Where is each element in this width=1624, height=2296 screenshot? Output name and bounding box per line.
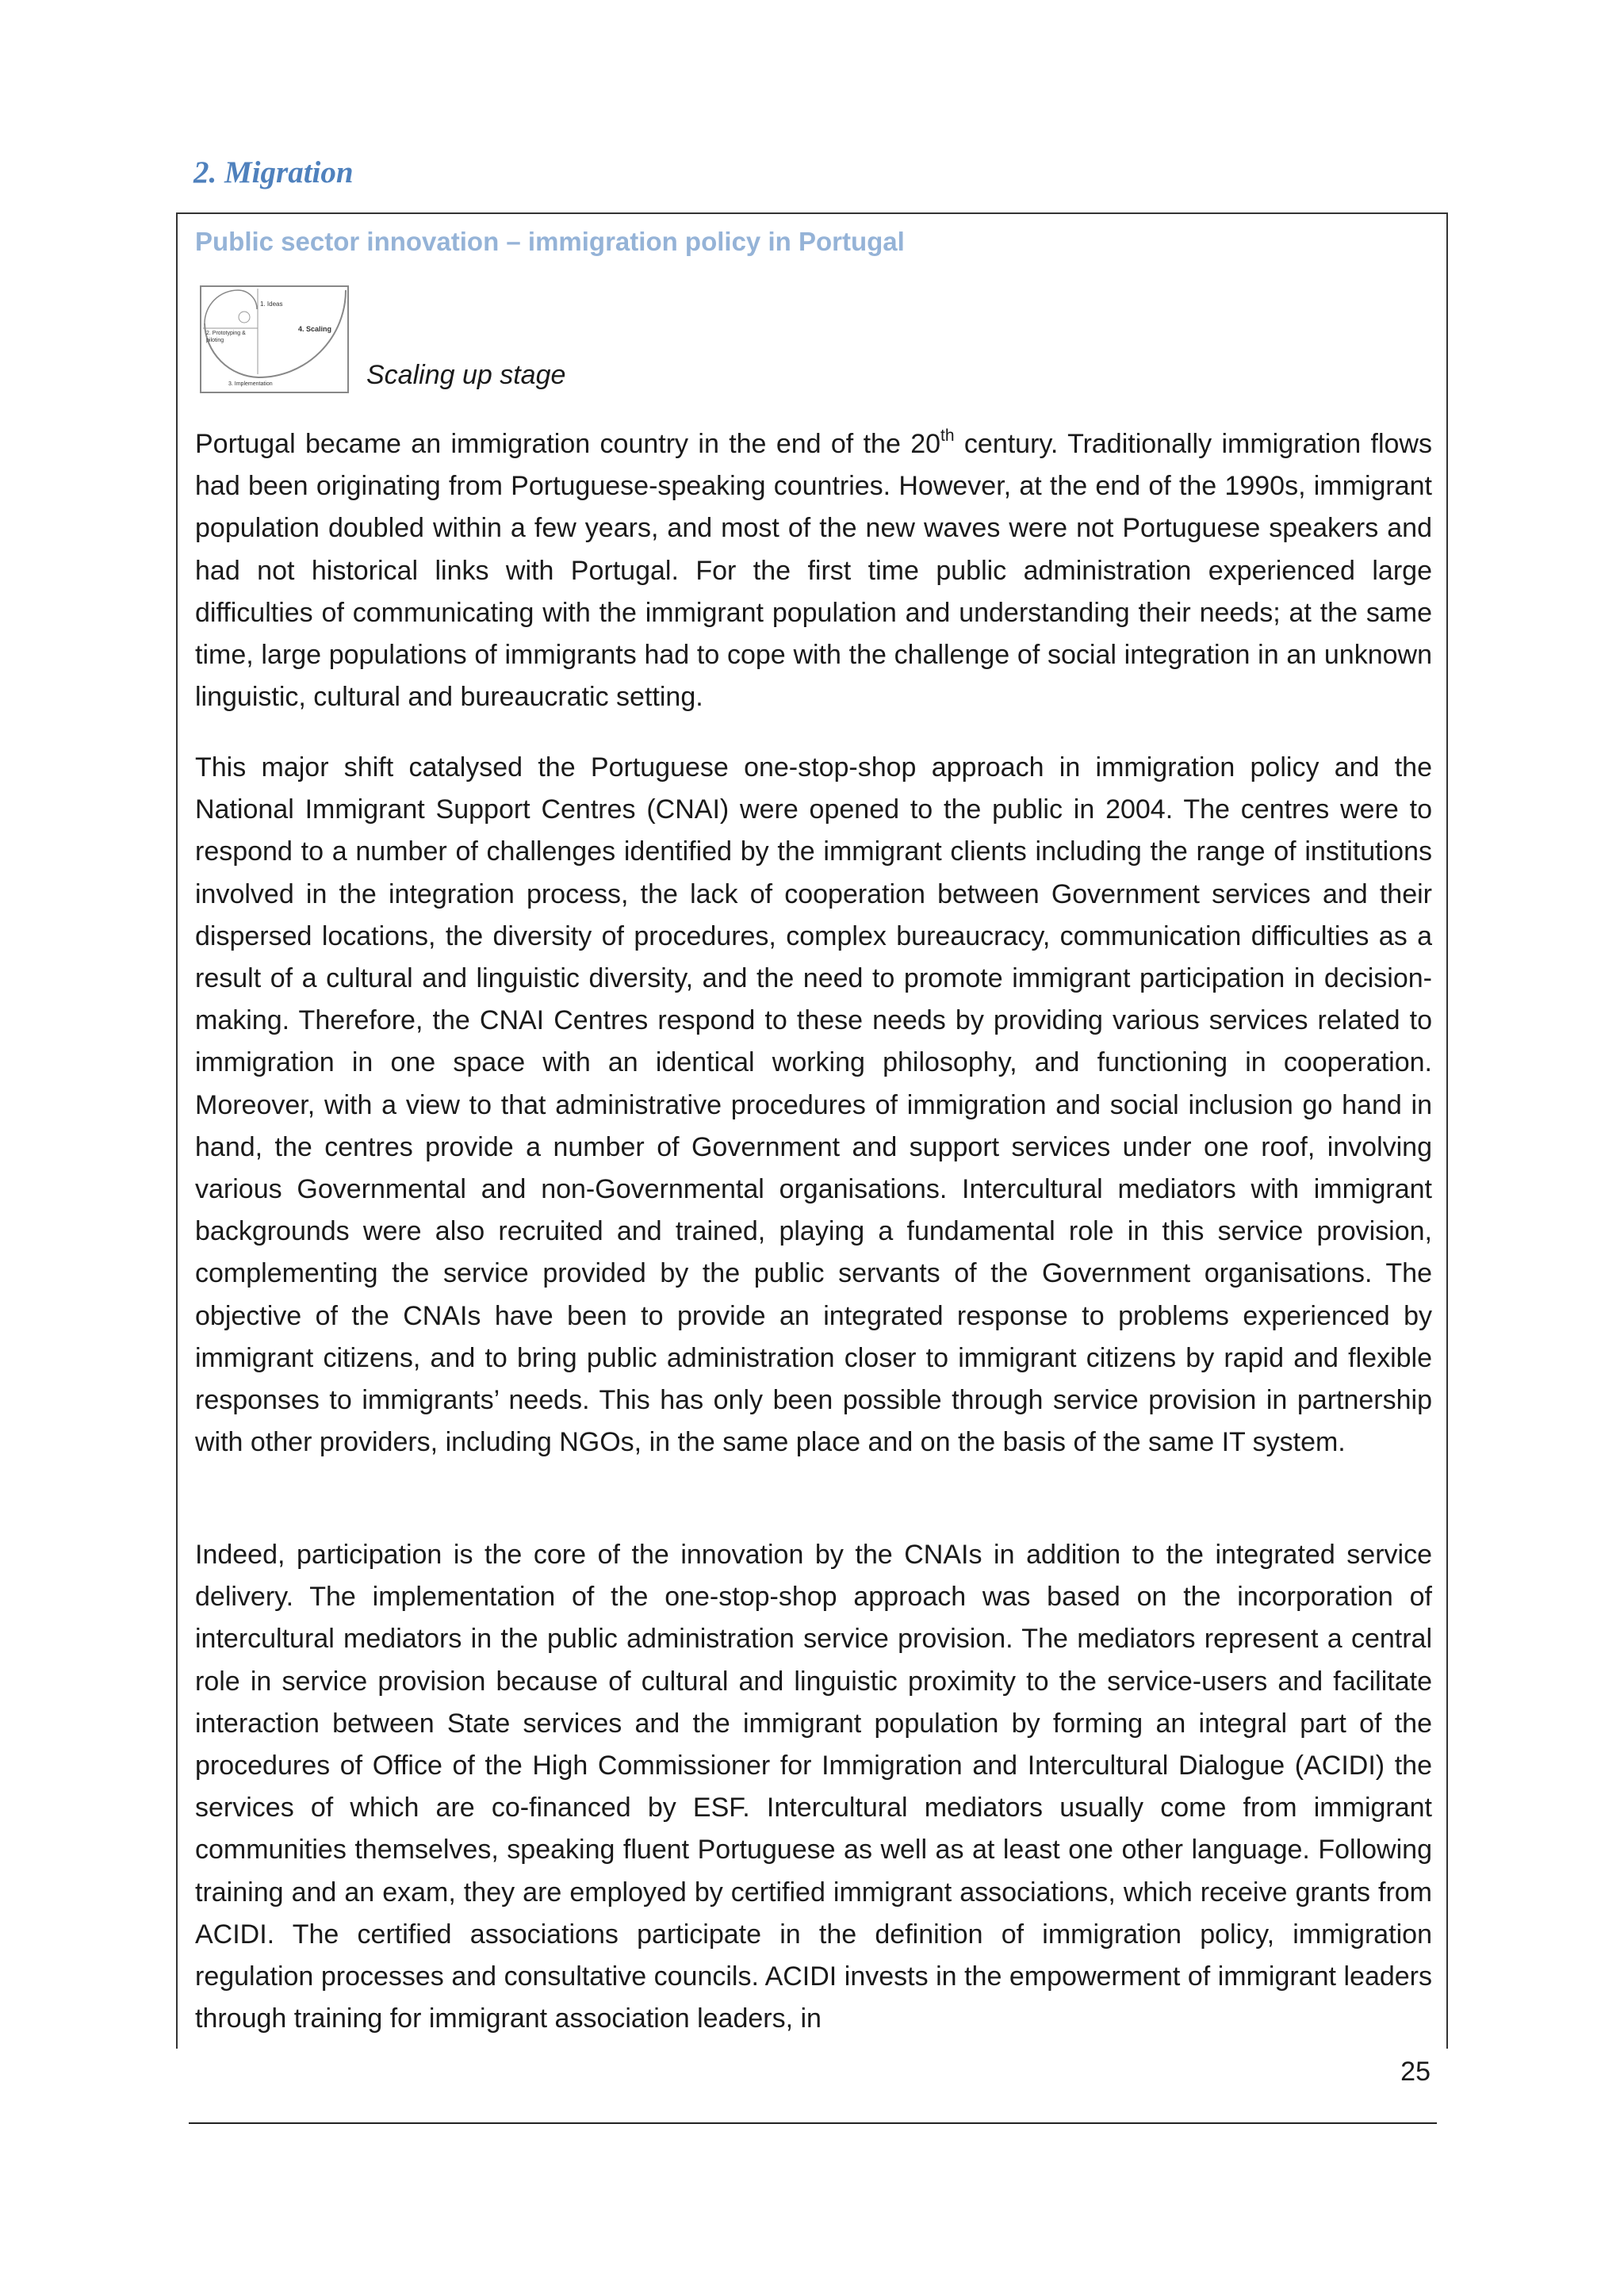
page-number: 25 xyxy=(1400,2057,1431,2087)
innovation-stage-diagram xyxy=(200,285,349,393)
diagram-label-scaling: 4. Scaling xyxy=(298,325,332,333)
stage-label: Scaling up stage xyxy=(366,360,566,390)
section-heading: 2. Migration xyxy=(193,155,354,189)
diagram-label-prototyping: 2. Prototyping & xyxy=(206,331,246,336)
ordinal-superscript: th xyxy=(940,427,955,445)
stage-indicator xyxy=(200,285,755,396)
paragraph-1-text-end: century. Traditionally immigration flows had been originating from Portuguese-speaking countries. However, at the end of the 1990s, immigrant population doubled within a few years, and most of the new waves were not Portuguese speakers and had not historical links with Portugal. For the first time public administration experienced large difficulties of communicating with the immigrant population and understanding their needs; at the same time, large populations of immigrants had to cope with the challenge of social integration in an unknown linguistic, cultural and bureaucratic setting. xyxy=(195,429,1432,713)
diagram-label-ideas: 1. Ideas xyxy=(260,300,283,308)
diagram-label-implementation: 3. Implementation xyxy=(228,381,273,387)
case-study-box xyxy=(176,212,1448,2049)
case-study-title: Public sector innovation – immigration policy in Portugal xyxy=(195,227,905,256)
footer-divider xyxy=(189,2122,1437,2124)
paragraph-2: This major shift catalysed the Portuguese one-stop-shop approach in immigration policy and the National Immigrant Support Centres (CNAI) were opened to the public in 2004. The centres were to respond to a number of challenges identified by the immigrant clients including the range of institutions involved in the integration process, the lack of cooperation between Government services and their dispersed locations, the diversity of procedures, complex bureaucracy, communication difficulties as a result of a cultural and linguistic diversity, and the need to promote immigrant participation in decision-making. Therefore, the CNAI Centres respond to these needs by providing various services related to immigration in one space with an identical working philosophy, and functioning in cooperation. Moreover, with a view to that administrative procedures of immigration and social inclusion go hand in hand, the centres provide a number of Government and support services under one roof, involving various Governmental and non-Governmental organisations. Intercultural mediators with immigrant backgrounds were also recruited and trained, playing a fundamental role in this service provision, complementing the service provided by the public servants of the Government organisations. The objective of the CNAIs have been to provide an integrated response to problems experienced by immigrant citizens, and to bring public administration closer to immigrant citizens by rapid and flexible responses to immigrants’ needs. This has only been possible through service provision in partnership with other providers, including NGOs, in the same place and on the basis of the same IT system. xyxy=(195,752,1432,1458)
paragraph-1 xyxy=(195,423,1432,718)
paragraph-1-text-start: Portugal became an immigration country in the end of the 20 xyxy=(195,429,941,459)
diagram-label-piloting: piloting xyxy=(206,338,224,343)
paragraph-3: Indeed, participation is the core of the innovation by the CNAIs in addition to the integrated service delivery. The implementation of the one-stop-shop approach was based on the incorporation of intercultural mediators in the public administration service provision. The mediators represent a central role in service provision because of cultural and linguistic proximity to the service-users and facilitate interaction between State services and the immigrant population by forming an integral part of the procedures of Office of the High Commissioner for Immigration and Intercultural Dialogue (ACIDI) the services of which are co-financed by ESF. Intercultural mediators usually come from immigrant communities themselves, speaking fluent Portuguese as well as at least one other language. Following training and an exam, they are employed by certified immigrant associations, which receive grants from ACIDI. The certified associations participate in the definition of immigration policy, immigration regulation processes and consultative councils. ACIDI invests in the empowerment of immigrant leaders through training for immigrant association leaders, in xyxy=(195,1540,1432,2034)
